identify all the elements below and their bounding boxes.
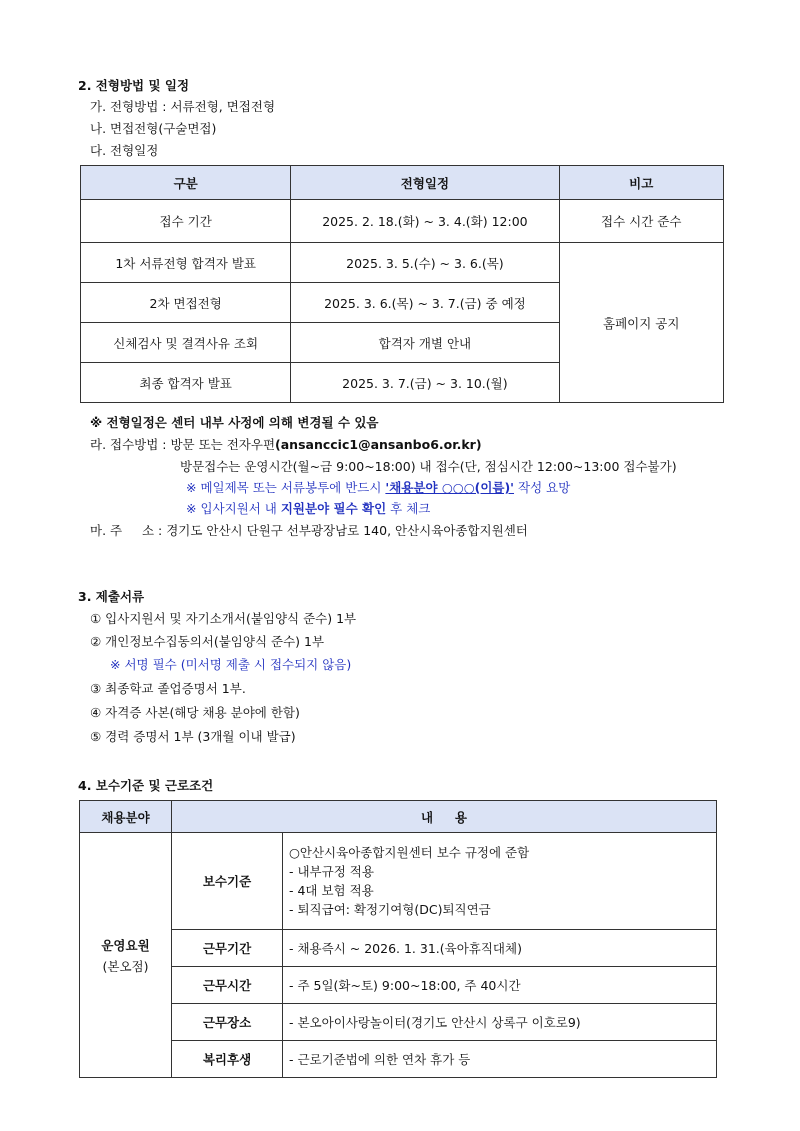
- address-line: 마. 주 소 : 경기도 안산시 단원구 선부광장남로 140, 안산시육아종합지원센터: [90, 523, 528, 538]
- field-note-post: 후 체크: [386, 501, 431, 516]
- document-item: ④ 자격증 사본(해당 채용 분야에 한함): [90, 705, 300, 720]
- section-4-title: 4. 보수기준 및 근로조건: [78, 778, 214, 793]
- pay-standard: [283, 833, 717, 930]
- header-category: 구분: [81, 166, 291, 200]
- pay-line: ○안산시육아종합지원센터 보수 규정에 준함: [289, 845, 530, 860]
- schedule-date: 2025. 2. 18.(화) ~ 3. 4.(화) 12:00: [291, 200, 559, 243]
- schedule-note-merged: 홈페이지 공지: [559, 243, 724, 403]
- recruit-field-branch: (본오점): [102, 958, 149, 974]
- schedule-date: 2025. 3. 7.(금) ~ 3. 10.(월): [291, 363, 559, 403]
- submission-method-text: 라. 접수방법 : 방문 또는 전자우편: [90, 437, 276, 452]
- signature-note: ※ 서명 필수 (미서명 제출 시 접수되지 않음): [110, 657, 352, 672]
- schedule-cat: 2차 면접전형: [81, 283, 291, 323]
- mail-note-emphasis: '채용분야 ○○○(이름)': [385, 480, 515, 495]
- work-place: - 본오아이사랑놀이터(경기도 안산시 상록구 이호로9): [283, 1004, 717, 1041]
- condition-label: 근무장소: [172, 1004, 283, 1041]
- pay-line: - 내부규정 적용: [289, 864, 374, 879]
- schedule-date: 2025. 3. 5.(수) ~ 3. 6.(목): [291, 243, 559, 283]
- schedule-table: [80, 165, 724, 403]
- submission-email: (ansanccic1@ansanbo6.or.kr): [275, 437, 482, 452]
- schedule-cat: 접수 기간: [81, 200, 291, 243]
- work-hours: - 주 5일(화~토) 9:00~18:00, 주 40시간: [283, 967, 717, 1004]
- condition-label: 근무기간: [172, 930, 283, 967]
- section-3-title: 3. 제출서류: [78, 589, 145, 604]
- schedule-cat: 최종 합격자 발표: [81, 363, 291, 403]
- mail-note-pre: ※ 메일제목 또는 서류봉투에 반드시: [186, 480, 386, 495]
- application-field-note: [186, 499, 430, 517]
- document-item: ③ 최종학교 졸업증명서 1부.: [90, 681, 246, 696]
- recruit-field-cell: [80, 833, 172, 1078]
- field-note-pre: ※ 입사지원서 내: [186, 501, 281, 516]
- schedule-cat: 신체검사 및 결격사유 조회: [81, 323, 291, 363]
- header-field: 채용분야: [80, 801, 172, 833]
- field-note-emphasis: 지원분야 필수 확인: [280, 501, 387, 516]
- schedule-date: 2025. 3. 6.(목) ~ 3. 7.(금) 중 예정: [291, 283, 559, 323]
- document-item: ⑤ 경력 증명서 1부 (3개월 이내 발급): [90, 729, 296, 744]
- document-item: ① 입사지원서 및 자기소개서(붙임양식 준수) 1부: [90, 611, 357, 626]
- header-note: 비고: [559, 166, 724, 200]
- condition-label: 근무시간: [172, 967, 283, 1004]
- schedule-notice: ※ 전형일정은 센터 내부 사정에 의해 변경될 수 있음: [90, 415, 379, 430]
- condition-label: 복리후생: [172, 1041, 283, 1078]
- schedule-line: 다. 전형일정: [90, 143, 159, 158]
- schedule-date: 합격자 개별 안내: [291, 323, 559, 363]
- conditions-table: [79, 800, 717, 1078]
- section-2-title: 2. 전형방법 및 일정: [78, 78, 190, 93]
- mail-note-post: 작성 요망: [514, 480, 571, 495]
- visit-hours: 방문접수는 운영시간(월~금 9:00~18:00) 내 접수(단, 점심시간 12:00~13:00 접수불가): [180, 459, 677, 474]
- interview-line: 나. 면접전형(구술면접): [90, 121, 217, 136]
- header-content: 내 용: [172, 801, 717, 833]
- mail-subject-note: [186, 478, 570, 496]
- schedule-cat: 1차 서류전형 합격자 발표: [81, 243, 291, 283]
- method-line: 가. 전형방법 : 서류전형, 면접전형: [90, 99, 276, 114]
- recruit-field: 운영요원: [101, 937, 150, 953]
- condition-label: 보수기준: [172, 833, 283, 930]
- submission-method: [90, 435, 482, 453]
- work-period: - 채용즉시 ~ 2026. 1. 31.(육아휴직대체): [283, 930, 717, 967]
- welfare: - 근로기준법에 의한 연차 휴가 등: [283, 1041, 717, 1078]
- pay-line: - 4대 보험 적용: [289, 883, 374, 898]
- pay-line: - 퇴직급여: 확정기여형(DC)퇴직연금: [289, 902, 491, 917]
- schedule-note: 접수 시간 준수: [559, 200, 724, 243]
- header-schedule: 전형일정: [291, 166, 559, 200]
- document-item: ② 개인정보수집동의서(붙임양식 준수) 1부: [90, 634, 325, 649]
